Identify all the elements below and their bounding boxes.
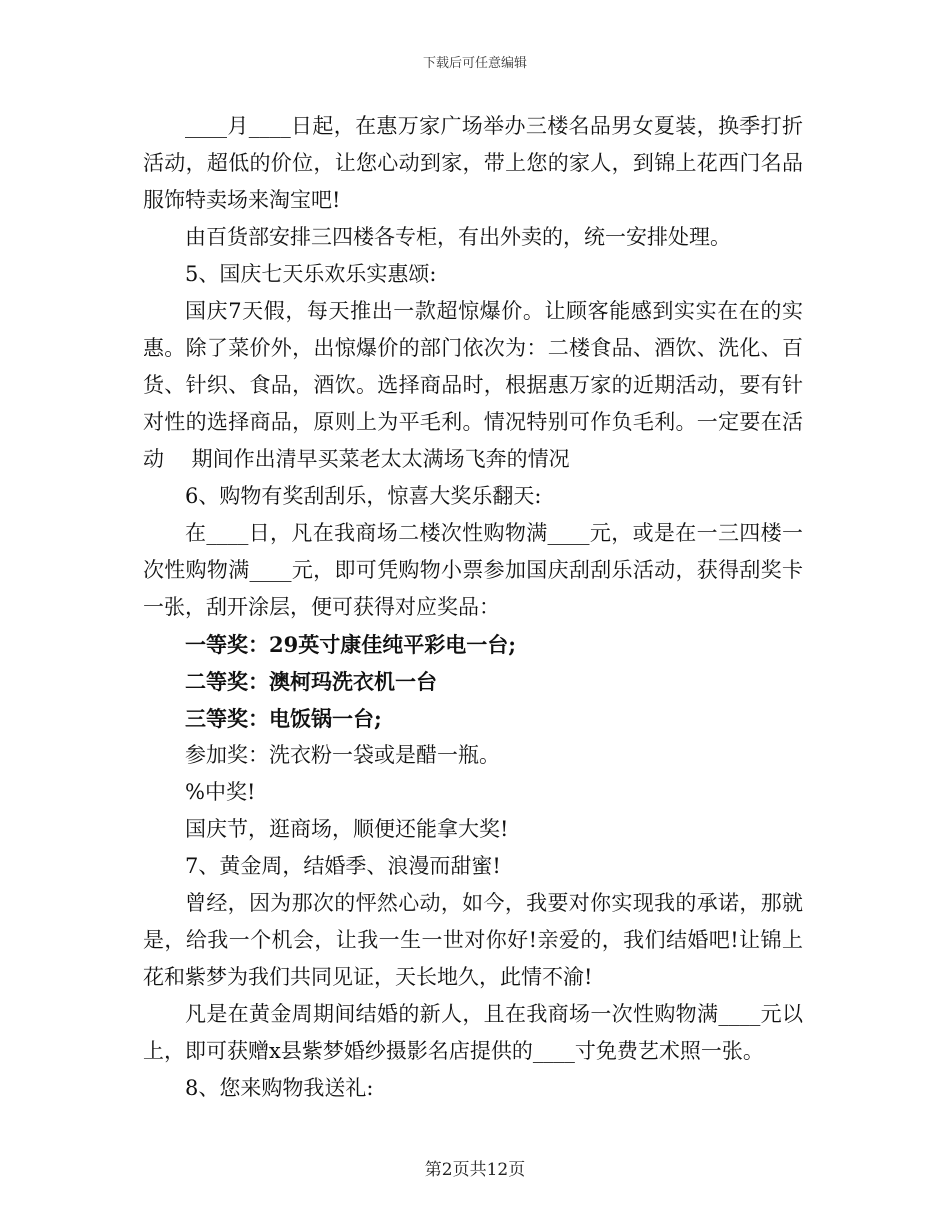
section-heading-8: 8、您来购物我送礼: [185,1076,374,1100]
prize-rate: %中奖! [185,780,256,804]
section-heading-7: 7、黄金周，结婚季、浪漫而甜蜜! [185,854,501,878]
paragraph-national-day-deals: 国庆7天假，每天推出一款超惊爆价。让顾客能感到实实在在的实惠。除了菜价外，出惊爆价的部门依次为：二楼食品、酒饮、洗化、百货、针织、食品，酒饮。选择商品时，根据惠万家的近期活动，要有针对性的选择商品，原则上为平毛利。情况特别可作负毛利。一定要在活动 期间作出清早买菜老太太满场飞奔的情况 [143,299,803,471]
document-body [143,108,803,1107]
prize-third: 三等奖：电饭锅一台; [185,706,382,731]
page-header: 下载后可任意编辑 [422,56,527,71]
prize-first: 一等奖：29英寸康佳纯平彩电一台; [185,632,516,657]
paragraph-slogan: 国庆节，逛商场，顺便还能拿大奖! [185,817,509,841]
paragraph-scratch-card: 在____日，凡在我商场二楼次性购物满____元，或是在一三四楼一次性购物满____元，即可凭购物小票参加国庆刮刮乐活动，获得刮奖卡一张，刮开涂层，便可获得对应奖品： [143,521,803,619]
section-heading-6: 6、购物有奖刮刮乐，惊喜大奖乐翻天: [185,484,542,508]
section-heading-5: 5、国庆七天乐欢乐实惠颂: [185,262,437,286]
paragraph-wedding-promise: 曾经，因为那次的怦然心动，如今，我要对你实现我的承诺，那就是，给我一个机会，让我一生一世对你好!亲爱的，我们结婚吧!让锦上花和紫梦为我们共同见证，天长地久，此情不渝! [143,891,803,989]
paragraph-department-arrangement: 由百货部安排三四楼各专柜，有出外卖的，统一安排处理。 [185,225,731,249]
page-footer: 第2页共12页 [424,1160,526,1180]
prize-participation: 参加奖：洗衣粉一袋或是醋一瓶。 [185,743,500,767]
paragraph-summer-sale: ____月____日起，在惠万家广场举办三楼名品男女夏装，换季打折活动，超低的价位，让您心动到家，带上您的家人，到锦上花西门名品服饰特卖场来淘宝吧! [143,114,803,212]
prize-second: 二等奖：澳柯玛洗衣机一台 [185,669,437,694]
paragraph-wedding-offer: 凡是在黄金周期间结婚的新人，且在我商场一次性购物满____元以上，即可获赠x县紫梦婚纱摄影名店提供的____寸免费艺术照一张。 [143,1002,803,1063]
